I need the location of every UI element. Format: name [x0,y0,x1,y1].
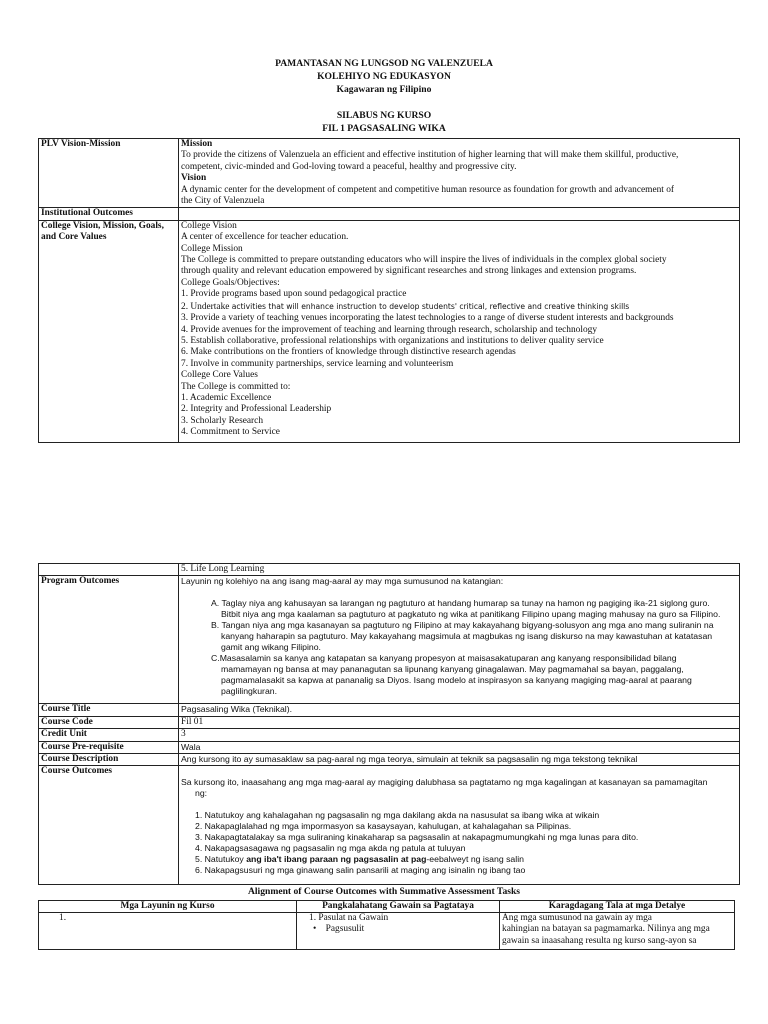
alignment-title: Alignment of Course Outcomes with Summative Assessment Tasks [247,886,521,897]
course-prereq-row [39,741,740,753]
department-name: Kagawaran ng Filipino [336,84,432,95]
course-prereq-label: Course Pre-requisite [39,741,179,753]
goal-4: 4. Provide avenues for the improvement of teaching and learning through research, scholarship and technology [181,324,598,335]
vision-line-2: the City of Valenzuela [181,196,265,207]
program-outcome-c-1: C.Masasalamin sa kanya ang katapatan sa kanyang propesyon at maisasakatuparan ang kanyang responsibilidad bilang [211,653,677,664]
course-description-label: Course Description [39,754,179,766]
program-outcomes-label: Program Outcomes [39,576,179,704]
program-outcome-c-3: pagmamalasakit sa kapwa at pananalig sa Diyos. Isang modelo at inspirasyon sa kanyang magiging mag-aaral at paarang [221,675,692,686]
goal-7: 7. Involve in community partnerships, service learning and volunteerism [181,358,454,369]
vision-mission-row [39,139,740,208]
institutional-outcomes-label: Institutional Outcomes [39,208,179,220]
alignment-col-objectives: Mga Layunin ng Kurso [39,901,297,913]
core-value-2: 2. Integrity and Professional Leadership [181,404,332,415]
course-outcome-5-suffix: -eebalweyt ng isang salin [426,854,524,865]
alignment-header-row [39,901,735,913]
goal-2-prefix: 2. Undertake [181,301,232,312]
university-name: PAMANTASAN NG LUNGSOD NG VALENZUELA [275,58,493,69]
course-code-row [39,716,740,728]
goal-2 [181,301,737,313]
alignment-col-notes: Karagdagang Tala at mga Detalye [500,901,735,913]
mission-line-1: To provide the citizens of Valenzuela an efficient and effective institution of higher learning that will make them skillful, productive, [181,150,679,161]
college-values-content [179,220,740,442]
core-values-title: College Core Values [181,370,258,381]
institutional-outcomes-content [179,208,740,220]
course-outcomes-row [39,766,740,885]
syllabus-table-bottom [38,563,740,885]
course-outcome-6: 6. Nakapagsusuri ng mga ginawang salin pansarili at maging ang isinalin ng ibang tao [195,865,526,876]
program-outcome-c-2: mamamayan ng bansa at may pananagutan sa lipunang kanyang ginagalawan. May pagmamahal sa bayan, paggalang, [221,664,684,675]
goal-3: 3. Provide a variety of teaching venues incorporating the latest technologies to a range of diverse student interests and backgrounds [181,313,674,324]
course-title-row [39,704,740,716]
program-outcome-c-4: paglilingkuran. [221,686,278,697]
college-vision-title: College Vision [181,220,237,231]
goal-2-rest: activities that will enhance instruction to develop students' critical, reflective and creative thinking skills [231,301,630,311]
college-mission-line-2: through quality and relevant education empowered by significant researches and strong linkages and extension programs. [181,266,637,277]
bullet-icon: • [313,924,326,935]
notes-line-3: gawain sa inaasahang resulta ng kurso sang-ayon sa [502,935,697,946]
course-outcome-3: 3. Nakapagtatalakay sa mga suliraning kinakaharap sa pagsasalin at nakapagmumungkahi ng mga lunas para dito. [195,832,639,843]
vision-mission-label: PLV Vision-Mission [39,139,179,208]
goal-5: 5. Establish collaborative, professional relationships with organizations and institutions to deliver quality service [181,335,604,346]
doc-title: SILABUS NG KURSO [336,110,432,121]
program-outcomes-intro: Layunin ng kolehiyo na ang isang mag-aaral ay may mga sumusunod na katangian: [181,576,504,587]
mission-title: Mission [181,139,213,149]
course-outcomes-intro-2: ng: [195,788,208,799]
course-outcomes-content [179,766,740,885]
program-outcomes-row [39,576,740,704]
alignment-assessment-1 [297,913,500,950]
college-vision-text: A center of excellence for teacher education. [181,232,349,243]
alignment-notes-1 [500,913,735,950]
course-code-value: Fil 01 [179,716,740,728]
program-outcome-a-2: Bitbit niya ang mga kaalaman sa pagtuturo at pagkatuto ng wika at panitikang Filipino upang maging mahusay na guro sa Filipino. [221,609,721,620]
goal-1: 1. Provide programs based upon sound pedagogical practice [181,289,407,300]
credit-unit-value: 3 [179,729,740,741]
mission-line-2: competent, civic-minded and God-loving toward a peaceful, healthy and progressive city. [181,161,517,172]
program-outcome-b-3: gamit ang wikang Filipino. [221,642,321,653]
course-outcome-2: 2. Nakapaglalahad ng mga impormasyon sa kasaysayan, kahulugan, at kahalagahan sa Pilipinas. [195,821,572,832]
credit-unit-label: Credit Unit [39,729,179,741]
institutional-outcomes-row [39,208,740,220]
course-heading: FIL 1 PAGSASALING WIKA [322,123,446,134]
vision-title: Vision [181,173,207,184]
empty-label-cell [39,564,179,576]
alignment-col-assessment: Pangkalahatang Gawain sa Pagtataya [297,901,500,913]
assessment-task-2 [299,924,497,935]
college-mission-title: College Mission [181,243,243,254]
program-outcomes-content [179,576,740,704]
course-title-value: Pagsasaling Wika (Teknikal). [179,704,740,716]
credit-unit-row [39,729,740,741]
core-value-4: 4. Commitment to Service [181,427,280,438]
syllabus-table-top [38,138,740,443]
program-outcome-b-1: B. Tangan niya ang mga kasanayan sa pagtuturo ng Filipino at may kakayahang bigyang-solusyon ang mga ano mang suliranin na [211,620,714,631]
alignment-table [38,900,735,950]
vision-line-1: A dynamic center for the development of competent and competitive human resource as foundation for growth and advancement of [181,184,675,195]
notes-line-1: Ang mga sumusunod na gawain ay mga [502,913,652,923]
course-outcome-1: 1. Natutukoy ang kahalagahan ng pagsasalin ng mga dakilang akda na nasusulat sa ibang wika at wikain [195,810,600,821]
assessment-task-2-label: Pagsusulit [325,924,365,935]
course-outcome-5-bold: ang iba't ibang paraan ng pagsasalin at pag [246,854,427,865]
program-outcome-a-1: A. Taglay niya ang kahusayan sa larangan ng pagtuturo at handang humarap sa tunay na hamon ng pagiging ika-21 siglong guro. [211,598,710,609]
course-outcome-5-prefix: 5. Natutukoy [195,854,247,865]
college-values-row [39,220,740,442]
core-value-5: 5. Life Long Learning [179,564,740,576]
course-prereq-value: Wala [179,741,740,753]
core-value-1: 1. Academic Excellence [181,392,272,403]
course-code-label: Course Code [39,716,179,728]
course-description-row [39,754,740,766]
course-outcome-4: 4. Nakapagsasagawa ng pagsasalin ng mga akda ng patula at tuluyan [195,843,466,854]
program-outcome-b-2: kanyang haharapin sa pagtuturo. May kakayahang magsimula at magbukas ng isang diskurso na may kawastuhan at katatasan [221,631,713,642]
college-name: KOLEHIYO NG EDUKASYON [317,71,451,82]
college-goals-title: College Goals/Objectives: [181,277,280,288]
college-values-label: College Vision, Mission, Goals, and Core Values [39,220,179,442]
goal-6: 6. Make contributions on the frontiers of knowledge through distinctive research agendas [181,347,516,358]
course-outcomes-label: Course Outcomes [39,766,179,885]
notes-line-2: kahingian na batayan sa pagmamarka. Nilinya ang mga [502,924,710,935]
vision-mission-content [179,139,740,208]
course-outcomes-intro-1: Sa kursong ito, inaasahang ang mga mag-aaral ay magiging dalubhasa sa pagtatamo ng mga kagalingan at kasanayan sa pamamagitan [181,777,708,788]
core-value-continued-row [39,564,740,576]
alignment-row-1 [39,913,735,950]
course-description-value: Ang kursong ito ay sumasaklaw sa pag-aaral ng mga teorya, simulain at teknik sa pagsasalin ng mga tekstong teknikal [179,754,740,766]
assessment-task-1: 1. Pasulat na Gawain [309,913,389,923]
course-title-label: Course Title [39,704,179,716]
core-values-intro: The College is committed to: [181,381,291,392]
course-outcome-5 [181,854,737,865]
core-value-3: 3. Scholarly Research [181,415,264,426]
college-mission-line-1: The College is committed to prepare outstanding educators who will inspire the lives of individuals in the complex global society [181,255,667,266]
alignment-objective-1: 1. [39,913,297,950]
